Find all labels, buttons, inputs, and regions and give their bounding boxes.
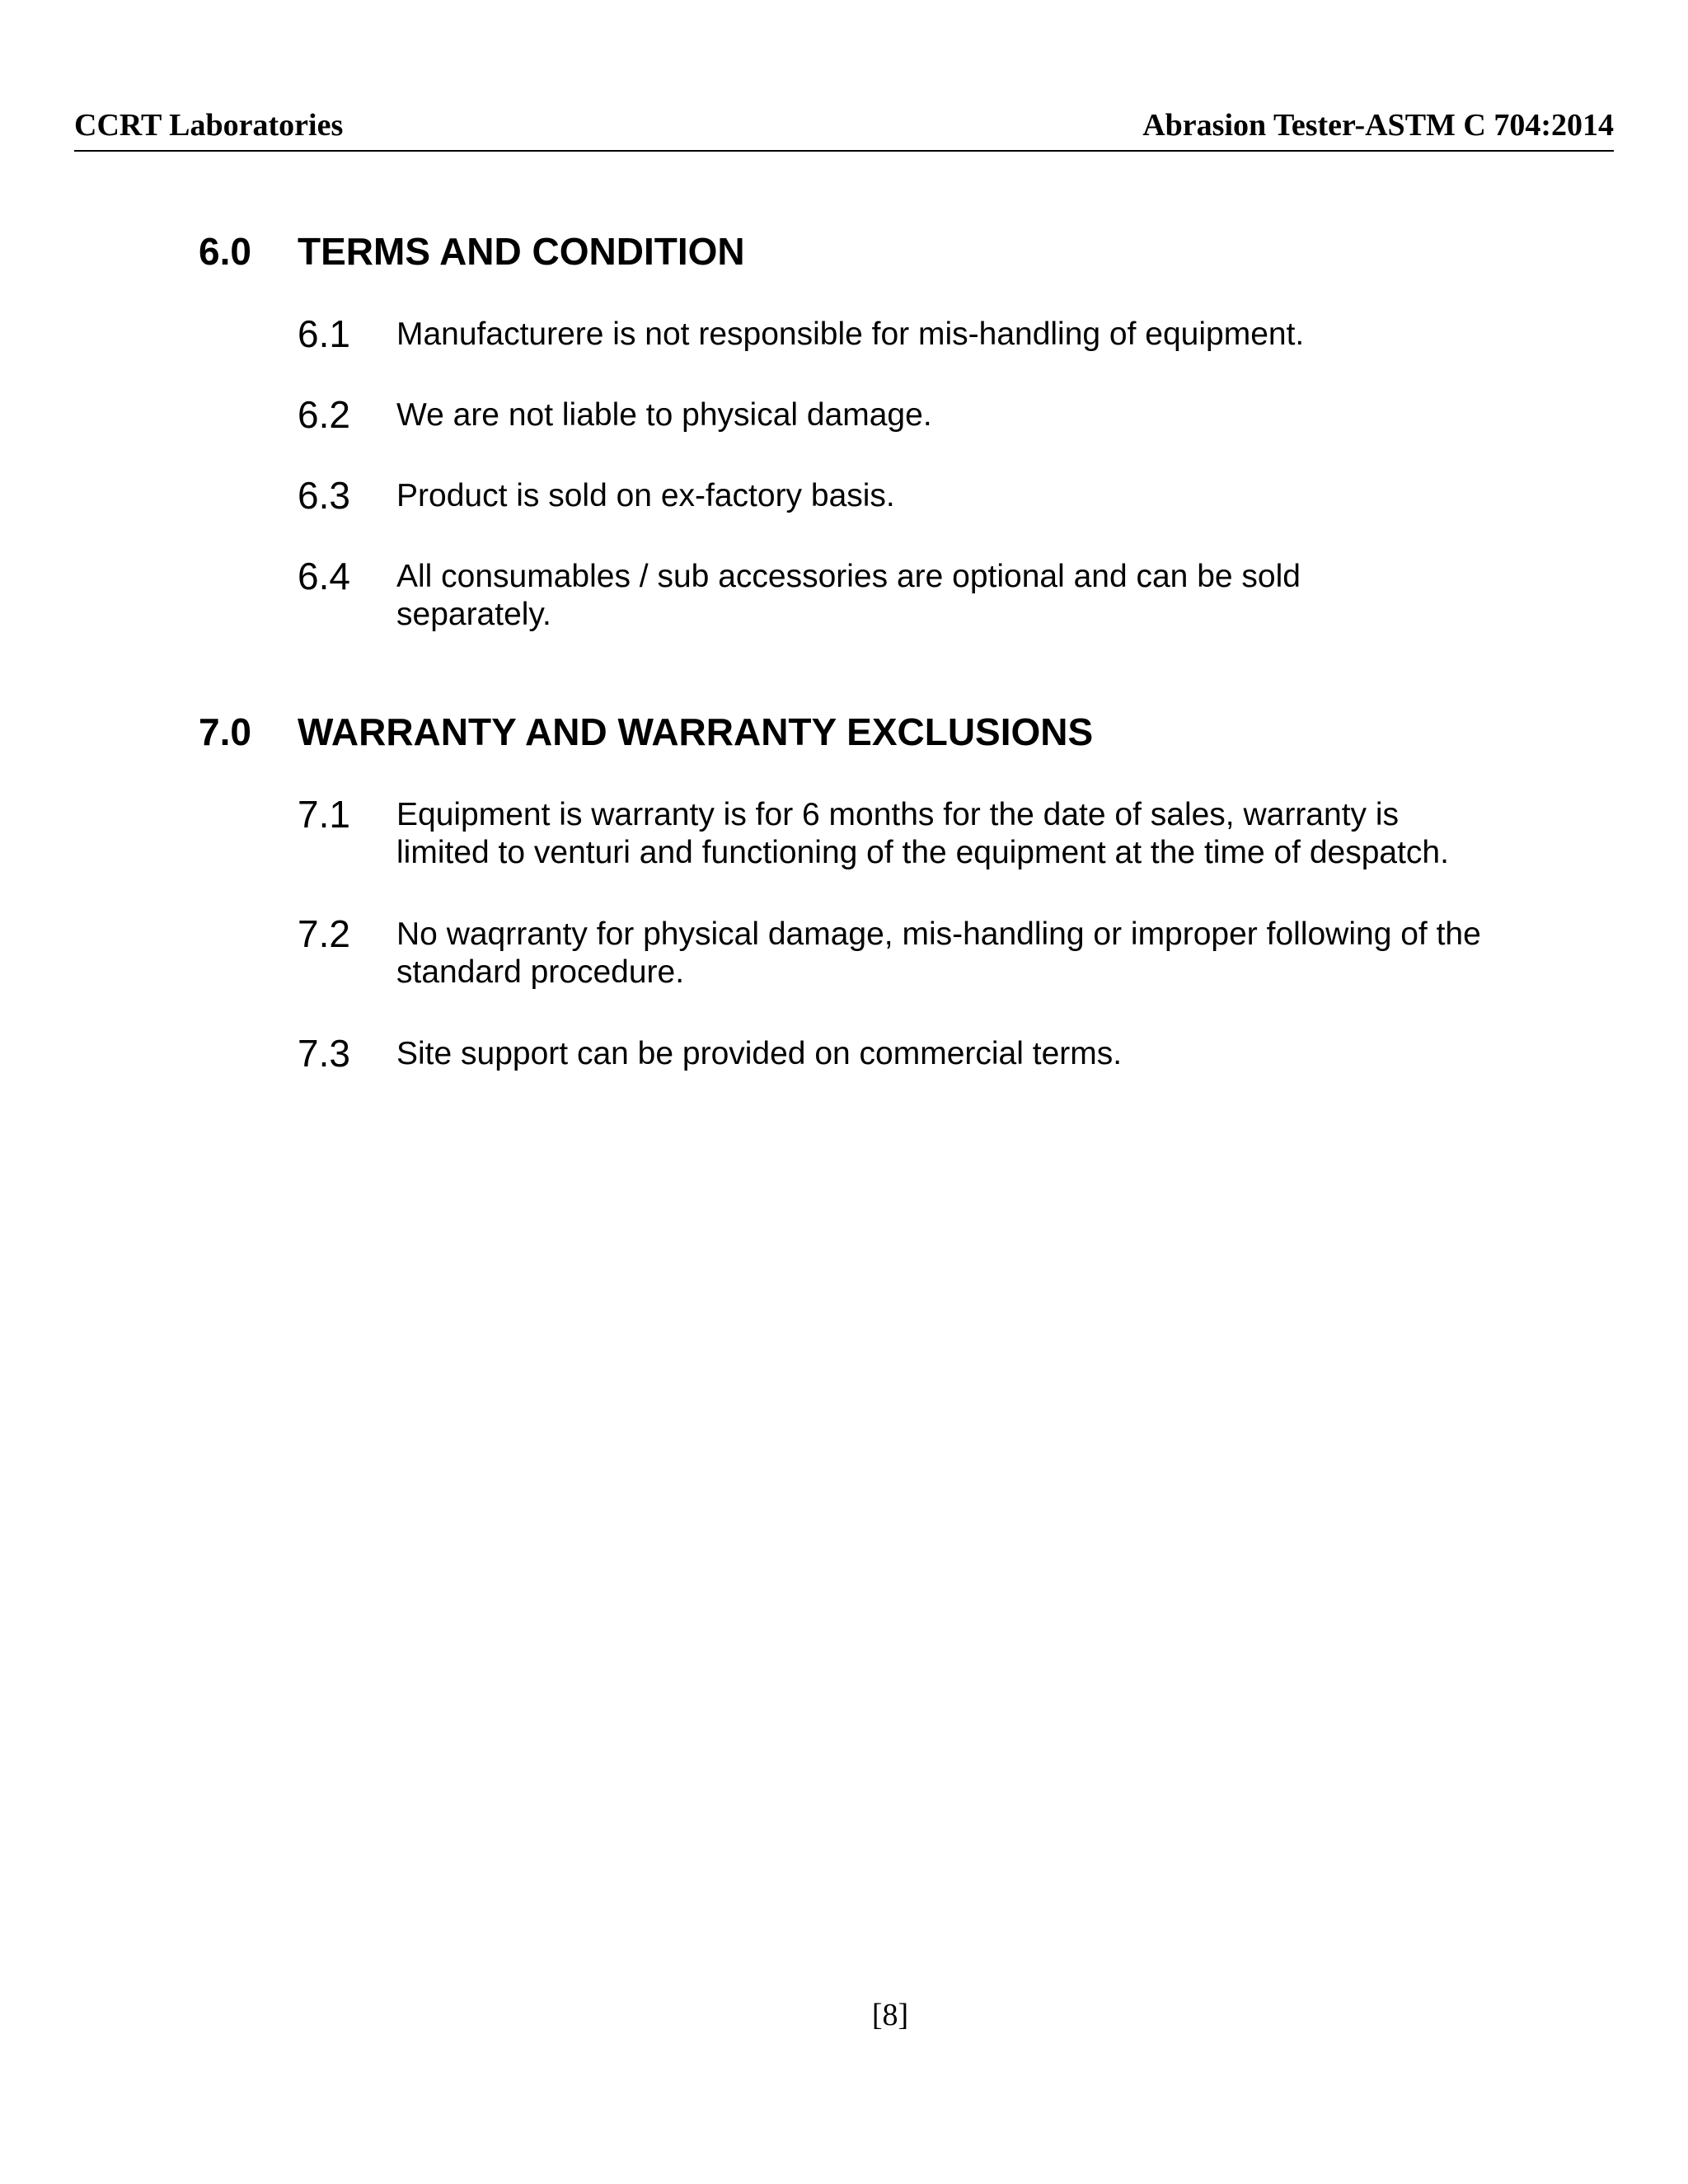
item-text: Product is sold on ex-factory basis. [396, 478, 895, 513]
item-number: 7.2 [298, 912, 350, 955]
page-header [74, 104, 1614, 152]
item-number: 6.3 [298, 474, 350, 517]
item-number: 7.1 [298, 793, 350, 836]
item-text: All consumables / sub accessories are optional and can be sold separately. [396, 559, 1301, 632]
section-title: WARRANTY AND WARRANTY EXCLUSIONS [298, 710, 1094, 753]
section-title: TERMS AND CONDITION [298, 230, 745, 273]
item-number: 7.3 [298, 1032, 350, 1075]
header-company-name: CCRT Laboratories [74, 108, 344, 143]
page-number: [8] [871, 1998, 909, 2032]
item-text: No waqrranty for physical damage, mis-handling or improper following of the standard procedure. [396, 916, 1481, 990]
item-text: Equipment is warranty is for 6 months for the date of sales, warranty is limited to venturi and functioning of the equipment at the time of despatch. [396, 797, 1449, 870]
item-text: We are not liable to physical damage. [396, 397, 932, 433]
header-document-title: Abrasion Tester-ASTM C 704:2014 [1142, 108, 1614, 143]
section-number: 7.0 [199, 710, 251, 753]
item-text: Site support can be provided on commercial terms. [396, 1036, 1123, 1071]
item-number: 6.1 [298, 312, 350, 355]
item-number: 6.2 [298, 393, 350, 436]
section-number: 6.0 [199, 230, 251, 273]
item-number: 6.4 [298, 555, 350, 598]
item-text: Manufacturere is not responsible for mis-handling of equipment. [396, 316, 1305, 352]
